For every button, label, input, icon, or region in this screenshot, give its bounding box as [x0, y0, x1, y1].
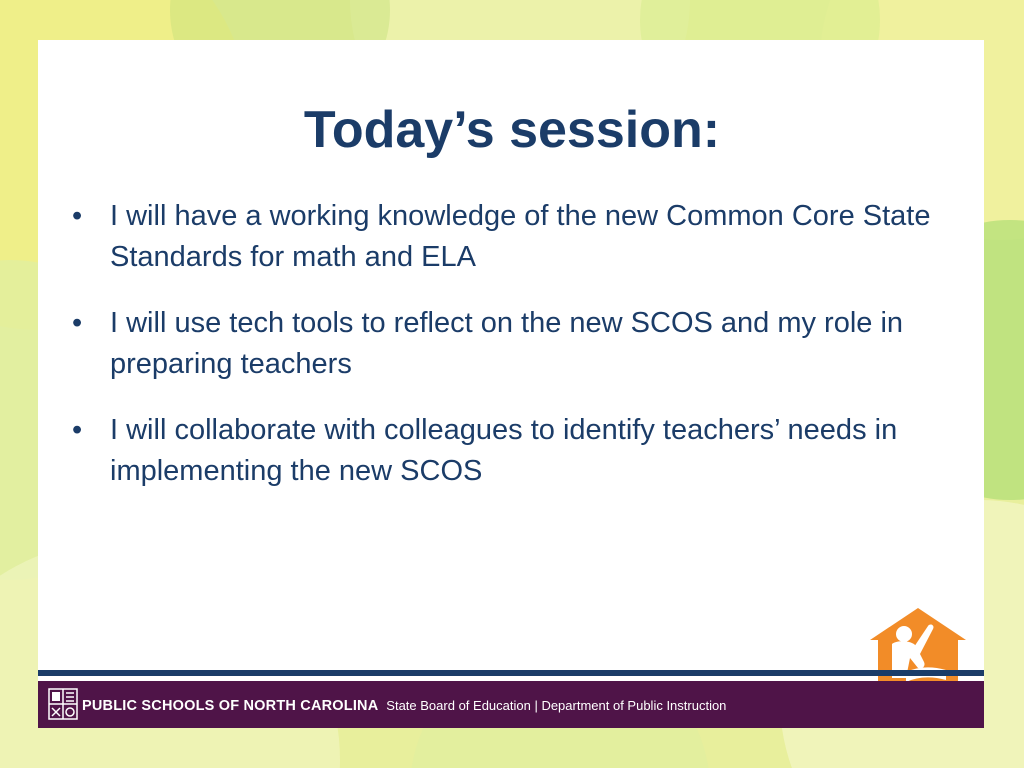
bullet-text: I will use tech tools to reflect on the new SCOS and my role in preparing teachers	[110, 307, 904, 380]
bullet-marker: •	[72, 200, 83, 232]
bullet-text: I will have a working knowledge of the new Common Core State Standards for math and ELA	[110, 200, 931, 273]
slide-title: Today’s session:	[303, 101, 721, 159]
bullet-marker: •	[72, 307, 83, 339]
footer-rule	[38, 670, 984, 676]
footer-organization: PUBLIC SCHOOLS OF NORTH CAROLINA	[82, 698, 379, 714]
nc-schools-logo-icon	[48, 688, 78, 720]
bullet-text: I will collaborate with colleagues to identify teachers’ needs in implementing the new SCOS	[110, 414, 898, 487]
bullet-item	[70, 410, 960, 492]
bullet-item	[70, 303, 960, 385]
bullet-list	[70, 196, 960, 517]
bullet-item	[70, 196, 960, 278]
footer-text	[82, 697, 726, 714]
bullet-marker: •	[72, 414, 83, 446]
footer-subtitle: State Board of Education | Department of Public Instruction	[386, 698, 727, 713]
